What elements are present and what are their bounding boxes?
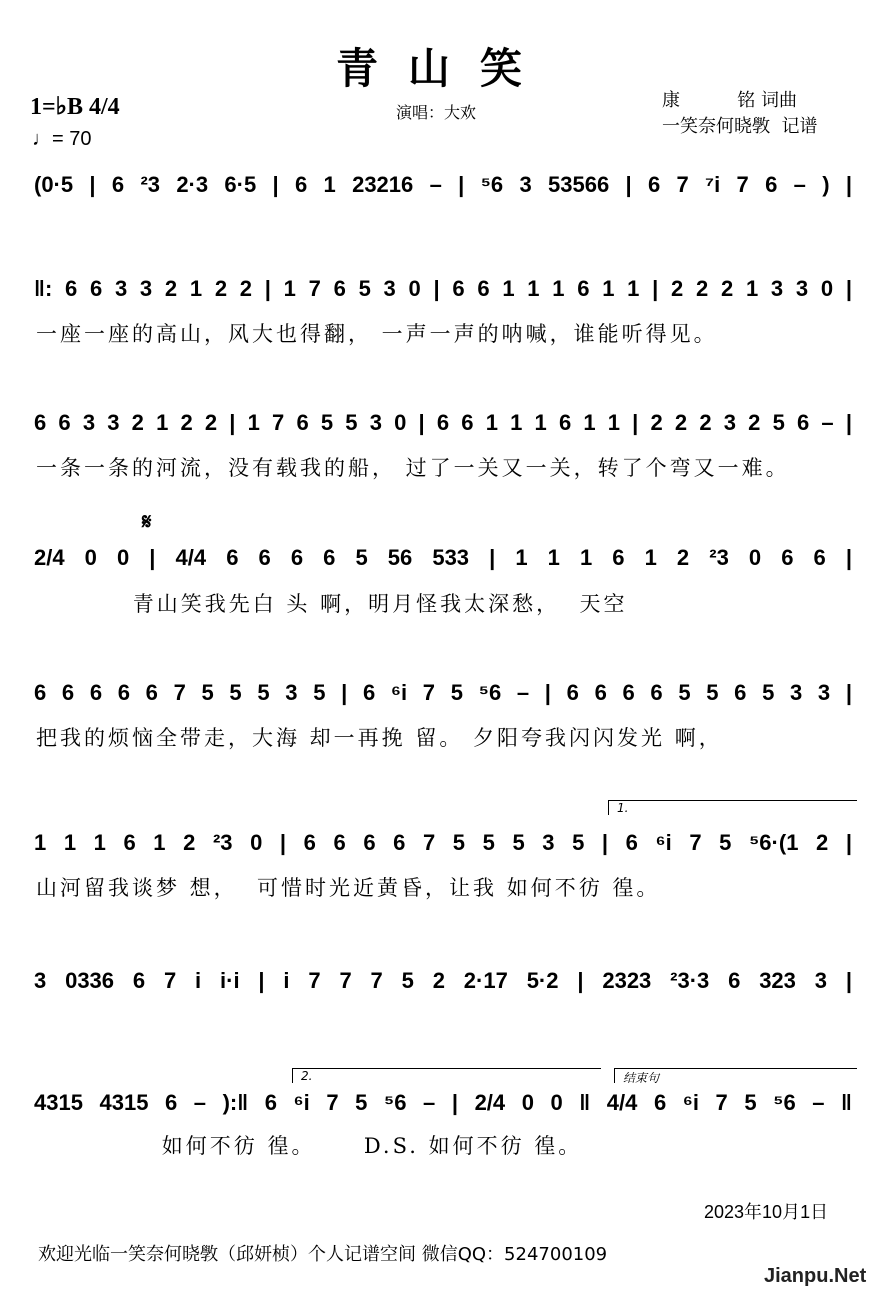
composer-credit: 康 铭 词曲 <box>662 90 797 111</box>
lyrics-row-2: 一座一座的高山，风大也得翻， 一声一声的呐喊，谁能听得见。 <box>36 322 718 346</box>
notes-row-4: 2/4 0 0 | 4/4 6 6 6 6 5 56 533 | 1 1 1 6 1 2 ²3 0 6 6 | <box>34 545 852 570</box>
song-title: 青山笑 <box>335 44 552 93</box>
lyrics-row-5: 把我的烦恼全带走，大海 却一再挽 留。 夕阳夸我闪闪发光 啊， <box>36 726 723 750</box>
transcriber-credit: 一笑奈何晓斆 记谱 <box>662 116 818 137</box>
lyrics-row-6: 山河留我谈梦 想， 可惜时光近黄昏，让我 如何不彷 徨。 <box>36 876 661 900</box>
notes-row-5: 6 6 6 6 6 7 5 5 5 3 5 | 6 ⁶i 7 5 ⁵6 – | 6 6 6 6 5 5 6 5 3 3 | <box>34 680 852 705</box>
lyrics-row-3: 一条一条的河流，没有载我的船， 过了一关又一关，转了个弯又一难。 <box>36 456 790 480</box>
notes-row-6: 1 1 1 6 1 2 ²3 0 | 6 6 6 6 7 5 5 5 3 5 | 6 ⁶i 7 5 ⁵6·(1 2 | <box>34 830 852 855</box>
date: 2023年10月1日 <box>704 1202 829 1222</box>
ending-label: 结束句 <box>614 1068 857 1083</box>
notes-row-3: 6 6 3 3 2 1 2 2 | 1 7 6 5 5 3 0 | 6 6 1 1 1 6 1 1 | 2 2 2 3 2 5 6 – | <box>34 410 852 435</box>
site-watermark: Jianpu.Net <box>764 1265 867 1287</box>
notes-row-7: 3 0336 6 7 i i·i | i 7 7 7 5 2 2·17 5·2 | 2323 ²3·3 6 323 3 | <box>34 968 852 993</box>
notes-row-8: 4315 4315 6 – ):‖ 6 ⁶i 7 5 ⁵6 – | 2/4 0 0 ‖ 4/4 6 ⁶i 7 5 ⁵6 – ‖ <box>34 1090 852 1115</box>
singer: 演唱：大欢 <box>396 103 477 122</box>
lyrics-row-8: 如何不彷 徨。 D.S. 如何不彷 徨。 <box>36 1134 583 1158</box>
notes-row-2: ‖: 6 6 3 3 2 1 2 2 | 1 7 6 5 3 0 | 6 6 1 1 1 6 1 1 | 2 2 2 1 3 3 0 | <box>34 276 852 301</box>
key-signature: 1=♭B 4/4 <box>30 94 120 120</box>
footer-text: 欢迎光临一笑奈何晓斆（邱妍桢）个人记谱空间 微信QQ：524700109 <box>38 1244 608 1265</box>
lyrics-row-4: 青山笑我先白 头 啊，明月怪我太深愁， 天空 <box>36 592 628 616</box>
volta-2: 2. <box>292 1068 601 1083</box>
notes-row-1: (0·5 | 6 ²3 2·3 6·5 | 6 1 23216 – | ⁵6 3 53566 | 6 7 ⁷i 7 6 – ) | <box>34 172 852 197</box>
tempo-marking: ♩= 70 <box>32 128 92 150</box>
volta-1: 1. <box>608 800 857 815</box>
segno-sign: 𝄋 <box>142 510 152 535</box>
